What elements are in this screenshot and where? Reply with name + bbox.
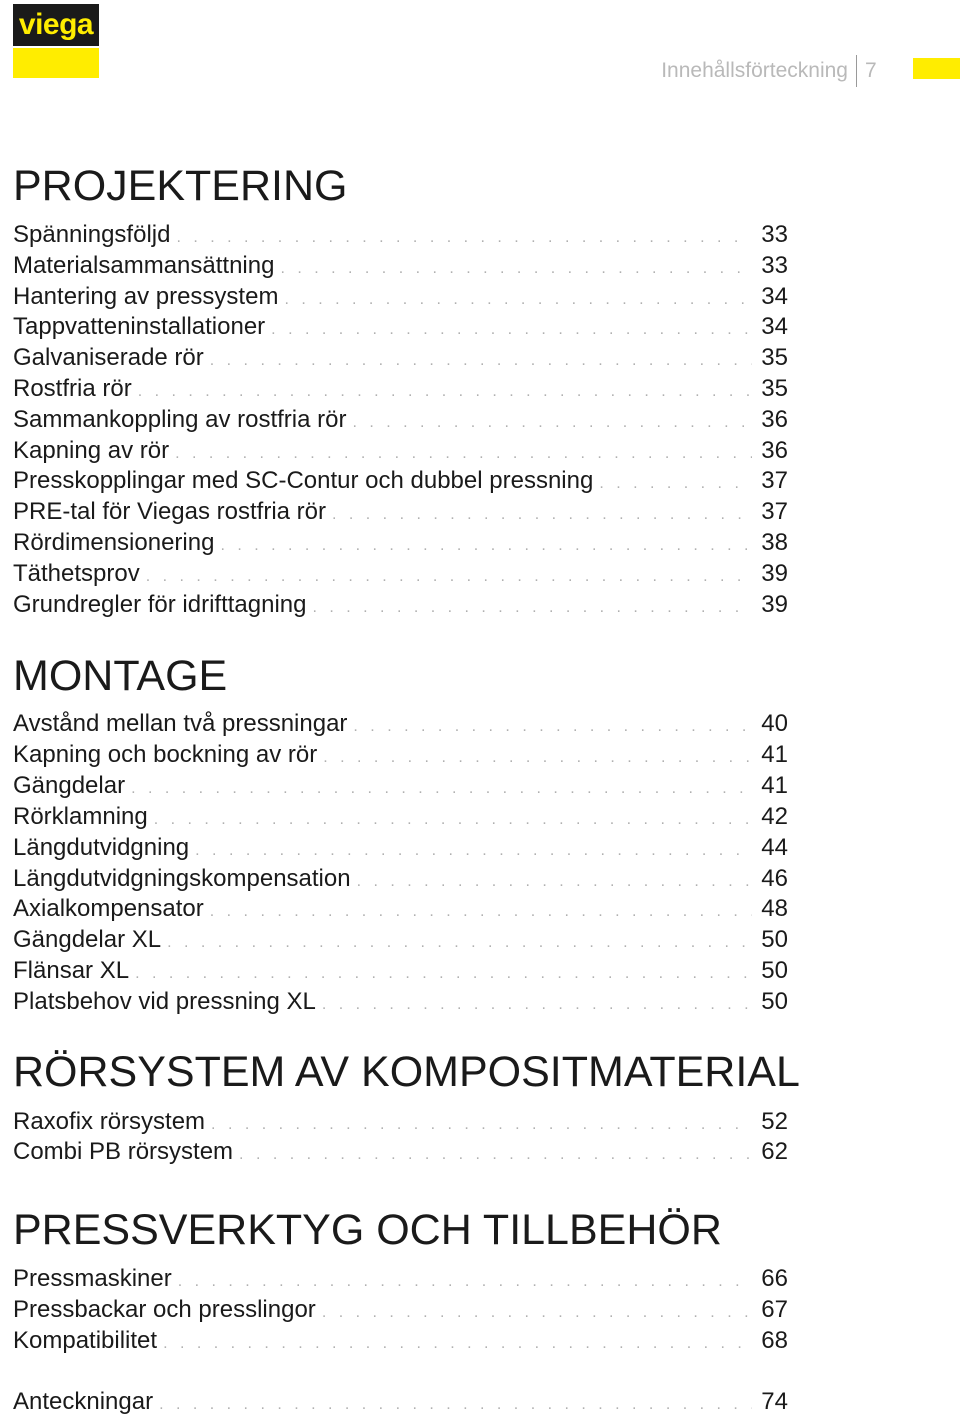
toc-entry-page: 41 bbox=[761, 772, 788, 799]
toc-entry[interactable] bbox=[13, 708, 788, 739]
section-title-rorsystem: RÖRSYSTEM AV KOMPOSITMATERIAL bbox=[13, 1048, 800, 1096]
toc-entry-page: 50 bbox=[761, 988, 788, 1015]
dot-leader bbox=[131, 773, 752, 804]
logo-wordmark: viega bbox=[18, 8, 94, 41]
toc-entry[interactable] bbox=[13, 250, 788, 281]
toc-entry-page: 50 bbox=[761, 957, 788, 984]
toc-entry-label: Spänningsföljd bbox=[13, 221, 171, 248]
dot-leader bbox=[163, 1328, 752, 1359]
toc-entry-label: Rörklamning bbox=[13, 803, 148, 830]
dot-leader bbox=[135, 958, 752, 989]
toc-entry-page: 50 bbox=[761, 926, 788, 953]
dot-leader bbox=[280, 253, 752, 284]
toc-entry[interactable] bbox=[13, 496, 788, 527]
toc-entry[interactable] bbox=[13, 1386, 788, 1417]
toc-entry[interactable] bbox=[13, 281, 788, 312]
toc-entry-label: Platsbehov vid pressning XL bbox=[13, 988, 316, 1015]
toc-entry-page: 41 bbox=[761, 741, 788, 768]
toc-entry-label: Pressmaskiner bbox=[13, 1265, 172, 1292]
toc-entry[interactable] bbox=[13, 986, 788, 1017]
header-separator bbox=[856, 55, 857, 87]
logo-yellow-block bbox=[13, 48, 99, 78]
toc-entry-label: Kompatibilitet bbox=[13, 1327, 158, 1354]
toc-entry-label: Längdutvidgningskompensation bbox=[13, 865, 351, 892]
toc-entry-label: Materialsammansättning bbox=[13, 252, 275, 279]
toc-entry[interactable] bbox=[13, 1325, 788, 1356]
toc-entry-page: 37 bbox=[761, 498, 788, 525]
toc-entry-label: Combi PB rörsystem bbox=[13, 1138, 234, 1165]
toc-entry[interactable] bbox=[13, 893, 788, 924]
toc-entry[interactable] bbox=[13, 373, 788, 404]
toc-entry[interactable] bbox=[13, 1294, 788, 1325]
toc-entry-label: Kapning av rör bbox=[13, 437, 170, 464]
toc-entry-page: 74 bbox=[761, 1388, 788, 1415]
section-title-montage: MONTAGE bbox=[13, 652, 228, 700]
dot-leader bbox=[154, 804, 752, 835]
toc-entry[interactable] bbox=[13, 863, 788, 894]
toc-entry-label: Längdutvidgning bbox=[13, 834, 190, 861]
toc-entry-page: 68 bbox=[761, 1327, 788, 1354]
logo-wordmark-box bbox=[13, 4, 99, 46]
toc-entry-page: 39 bbox=[761, 591, 788, 618]
toc-entry-label: Sammankoppling av rostfria rör bbox=[13, 406, 347, 433]
toc-entry-label: Kapning och bockning av rör bbox=[13, 741, 318, 768]
dot-leader bbox=[210, 896, 752, 927]
dot-leader bbox=[138, 376, 752, 407]
dot-leader bbox=[146, 561, 752, 592]
toc-entry[interactable] bbox=[13, 558, 788, 589]
header-yellow-bar bbox=[913, 58, 960, 79]
toc-entry-page: 36 bbox=[761, 406, 788, 433]
toc-entry-label: Rördimensionering bbox=[13, 529, 215, 556]
toc-entry-label: Rostfria rör bbox=[13, 375, 132, 402]
toc-entry-page: 33 bbox=[761, 221, 788, 248]
dot-leader bbox=[322, 989, 752, 1020]
toc-entry-page: 44 bbox=[761, 834, 788, 861]
dot-leader bbox=[352, 407, 752, 438]
toc-entry-page: 66 bbox=[761, 1265, 788, 1292]
toc-entry-label: Anteckningar bbox=[13, 1388, 154, 1415]
toc-entry-label: Presskopplingar med SC-Contur och dubbel pressning bbox=[13, 467, 594, 494]
dot-leader bbox=[239, 1139, 752, 1170]
section-title-pressverktyg: PRESSVERKTYG OCH TILLBEHÖR bbox=[13, 1206, 722, 1254]
toc-entry-label: Pressbackar och presslingor bbox=[13, 1296, 316, 1323]
toc-entry-page: 42 bbox=[761, 803, 788, 830]
dot-leader bbox=[176, 222, 752, 253]
dot-leader bbox=[167, 927, 752, 958]
dot-leader bbox=[271, 314, 752, 345]
toc-entry[interactable] bbox=[13, 219, 788, 250]
toc-entry-page: 62 bbox=[761, 1138, 788, 1165]
dot-leader bbox=[159, 1389, 752, 1420]
toc-entry[interactable] bbox=[13, 435, 788, 466]
toc-entry[interactable] bbox=[13, 739, 788, 770]
toc-entry-page: 34 bbox=[761, 283, 788, 310]
toc-entry-label: Gängdelar XL bbox=[13, 926, 162, 953]
toc-entry-label: Axialkompensator bbox=[13, 895, 204, 922]
toc-entry[interactable] bbox=[13, 465, 788, 496]
dot-leader bbox=[599, 468, 752, 499]
dot-leader bbox=[210, 345, 752, 376]
toc-entry-label: PRE-tal för Viegas rostfria rör bbox=[13, 498, 326, 525]
toc-entry-page: 35 bbox=[761, 344, 788, 371]
toc-entry[interactable] bbox=[13, 955, 788, 986]
toc-entry-page: 46 bbox=[761, 865, 788, 892]
toc-entry-label: Gängdelar bbox=[13, 772, 126, 799]
toc-entry-page: 37 bbox=[761, 467, 788, 494]
toc-entry-label: Hantering av pressystem bbox=[13, 283, 279, 310]
toc-entry[interactable] bbox=[13, 1136, 788, 1167]
toc-entry[interactable] bbox=[13, 527, 788, 558]
toc-entry-page: 48 bbox=[761, 895, 788, 922]
dot-leader bbox=[353, 711, 752, 742]
toc-entry-label: Galvaniserade rör bbox=[13, 344, 204, 371]
dot-leader bbox=[178, 1266, 752, 1297]
dot-leader bbox=[323, 742, 752, 773]
dot-leader bbox=[312, 592, 752, 623]
toc-entry[interactable] bbox=[13, 770, 788, 801]
dot-leader bbox=[220, 530, 752, 561]
toc-entry[interactable] bbox=[13, 832, 788, 863]
toc-entry-label: Raxofix rörsystem bbox=[13, 1108, 206, 1135]
toc-entry-page: 36 bbox=[761, 437, 788, 464]
header-page-number: 7 bbox=[865, 59, 877, 82]
toc-entry-label: Flänsar XL bbox=[13, 957, 130, 984]
toc-entry-label: Tappvatteninstallationer bbox=[13, 313, 266, 340]
header-title: Innehållsförteckning bbox=[661, 59, 848, 82]
toc-entry-page: 39 bbox=[761, 560, 788, 587]
toc-entry-page: 34 bbox=[761, 313, 788, 340]
toc-entry[interactable] bbox=[13, 924, 788, 955]
toc-entry[interactable] bbox=[13, 589, 788, 620]
toc-entry-page: 40 bbox=[761, 710, 788, 737]
toc-entry-page: 52 bbox=[761, 1108, 788, 1135]
toc-entry[interactable] bbox=[13, 404, 788, 435]
toc-entry[interactable] bbox=[13, 1106, 788, 1137]
toc-entry-label: Täthetsprov bbox=[13, 560, 140, 587]
toc-entry[interactable] bbox=[13, 1263, 788, 1294]
toc-entry[interactable] bbox=[13, 311, 788, 342]
toc-entry-page: 33 bbox=[761, 252, 788, 279]
dot-leader bbox=[322, 1297, 752, 1328]
toc-entry-page: 67 bbox=[761, 1296, 788, 1323]
toc-entry-label: Grundregler för idrifttagning bbox=[13, 591, 307, 618]
viega-logo bbox=[13, 4, 99, 78]
dot-leader bbox=[195, 835, 752, 866]
toc-entry[interactable] bbox=[13, 801, 788, 832]
section-title-projektering: PROJEKTERING bbox=[13, 162, 348, 210]
toc-entry-page: 35 bbox=[761, 375, 788, 402]
toc-entry[interactable] bbox=[13, 342, 788, 373]
toc-entry-page: 38 bbox=[761, 529, 788, 556]
toc-entry-label: Avstånd mellan två pressningar bbox=[13, 710, 348, 737]
dot-leader bbox=[332, 499, 752, 530]
